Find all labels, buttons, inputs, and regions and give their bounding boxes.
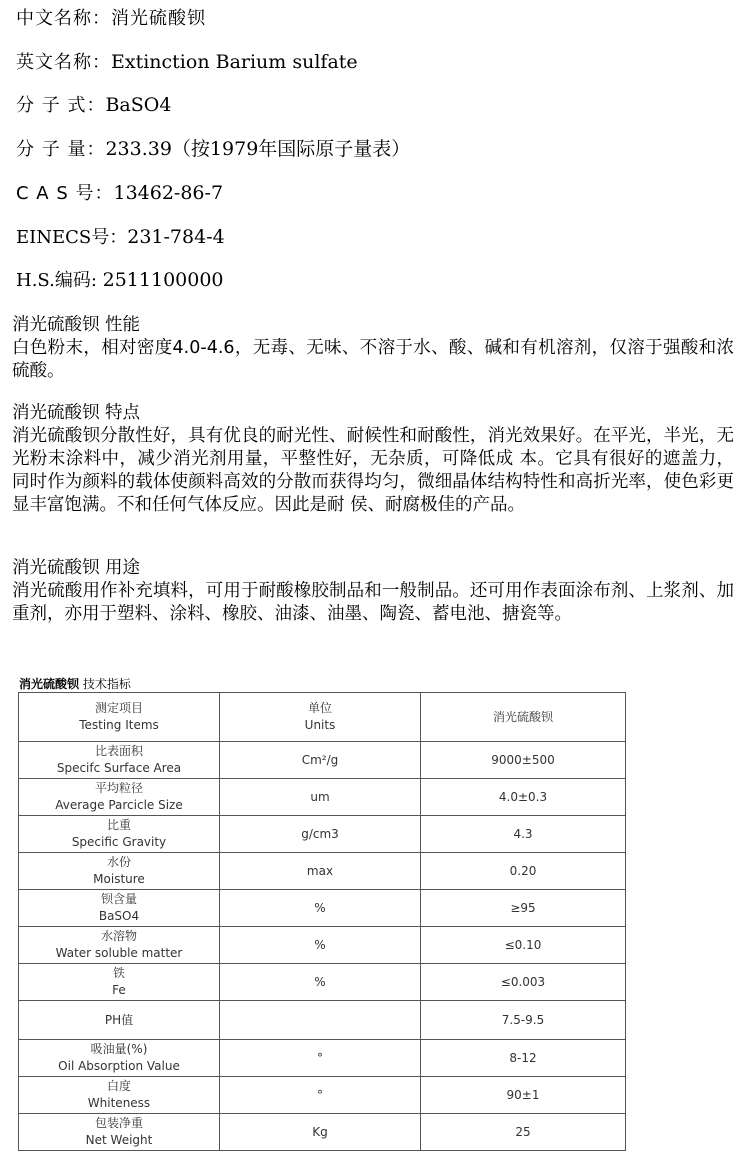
value-cell: 25	[421, 1114, 626, 1151]
item-cell	[19, 1001, 220, 1040]
info-label: EINECS号：	[16, 227, 128, 248]
table-row	[19, 1040, 626, 1077]
section-heading: 消光硫酸钡 特点	[12, 403, 141, 423]
info-hs-code	[16, 268, 224, 293]
value-cell: 0.20	[421, 853, 626, 890]
item-en: Fe	[112, 983, 126, 997]
item-en: Moisture	[93, 872, 145, 886]
table-row	[19, 1114, 626, 1151]
section-body: 消光硫酸用作补充填料，可用于耐酸橡胶制品和一般制品。还可用作表面涂布剂、上浆剂、加重剂，亦用于塑料、涂料、橡胶、油漆、油墨、陶瓷、蓄电池、搪瓷等。	[12, 581, 734, 624]
info-value: Extinction Barium sulfate	[111, 51, 358, 73]
info-label: C A S 号：	[16, 183, 114, 204]
item-cell	[19, 1040, 220, 1077]
value-cell: 90±1	[421, 1077, 626, 1114]
info-value: BaSO4	[105, 94, 172, 116]
section-body: 白色粉末，相对密度4.0-4.6，无毒、无味、不溶于水、酸、碱和有机溶剂，仅溶于强酸和浓硫酸。	[12, 338, 734, 381]
item-cell	[19, 853, 220, 890]
table-row	[19, 927, 626, 964]
header-unit-en: Units	[304, 718, 336, 732]
item-cell	[19, 1114, 220, 1151]
item-zh: 水份	[106, 855, 131, 869]
item-cell	[19, 927, 220, 964]
item-cell	[19, 816, 220, 853]
info-label: 英文名称：	[16, 52, 111, 73]
info-value: 233.39（按1979年国际原子量表）	[105, 138, 411, 160]
info-value: 2511100000	[102, 269, 224, 291]
table-row	[19, 853, 626, 890]
spec-table	[18, 692, 626, 1151]
value-cell: 8-12	[421, 1040, 626, 1077]
unit-cell: %	[220, 890, 421, 927]
info-english-name	[16, 50, 358, 75]
info-value: 231-784-4	[127, 226, 225, 248]
header-unit-cell	[220, 693, 421, 742]
value-cell: 4.0±0.3	[421, 779, 626, 816]
info-label: 分 子 量：	[16, 139, 106, 160]
item-cell	[19, 779, 220, 816]
info-chinese-name	[16, 6, 206, 31]
info-einecs	[16, 225, 225, 250]
item-en: Specific Gravity	[71, 835, 167, 849]
header-item-zh: 测定项目	[94, 701, 143, 715]
header-item-cell	[19, 693, 220, 742]
section-heading: 消光硫酸钡 用途	[12, 558, 141, 578]
item-en: Whiteness	[87, 1096, 151, 1110]
item-zh: 比重	[106, 818, 131, 832]
info-formula	[16, 93, 171, 118]
info-label: H.S.编码:	[16, 270, 103, 291]
header-item-en: Testing Items	[79, 718, 159, 732]
table-row	[19, 742, 626, 779]
table-row	[19, 816, 626, 853]
item-cell	[19, 964, 220, 1001]
item-cell	[19, 890, 220, 927]
item-zh: 钡含量	[100, 892, 137, 906]
section-body: 消光硫酸钡分散性好，具有优良的耐光性、耐候性和耐酸性，消光效果好。在平光，半光，无光粉末涂料中，减少消光剂用量，平整性好，无杂质，可降低成 本。它具有很好的遮盖力，同时作为颜料的载体使颜料高效的分散而获得均匀，微细晶体结构特性和高折光率，使色彩更显丰富饱满。不和任何气体反应。因此是耐 侯、耐腐极佳的产品。	[12, 426, 734, 515]
table-caption	[19, 675, 131, 693]
value-cell: 9000±500	[421, 742, 626, 779]
table-caption-product: 消光硫酸钡	[19, 677, 80, 691]
item-cell	[19, 742, 220, 779]
value-cell: ≤0.003	[421, 964, 626, 1001]
table-row	[19, 964, 626, 1001]
unit-cell: °	[220, 1040, 421, 1077]
value-cell: ≥95	[421, 890, 626, 927]
info-value: 消光硫酸钡	[111, 8, 206, 29]
item-zh: 铁	[112, 966, 125, 980]
item-zh: 比表面积	[94, 744, 143, 758]
item-en: Average Parcicle Size	[55, 798, 183, 812]
info-label: 分 子 式：	[16, 95, 106, 116]
unit-cell: %	[220, 927, 421, 964]
item-en: Net Weight	[85, 1133, 153, 1147]
item-cell	[19, 1077, 220, 1114]
info-cas	[16, 181, 223, 206]
item-en: Oil Absorption Value	[58, 1059, 180, 1073]
section-uses	[12, 557, 734, 626]
table-row	[19, 1077, 626, 1114]
item-zh: 平均粒径	[94, 781, 143, 795]
item-zh: 水溶物	[100, 929, 137, 943]
item-zh: PH值	[104, 1012, 134, 1027]
table-header-row	[19, 693, 626, 742]
value-cell: 7.5-9.5	[421, 1001, 626, 1040]
section-properties	[12, 314, 734, 383]
unit-cell: °	[220, 1077, 421, 1114]
section-heading: 消光硫酸钡 性能	[12, 315, 141, 335]
unit-cell	[220, 1001, 421, 1040]
unit-cell: g/cm3	[220, 816, 421, 853]
unit-cell: %	[220, 964, 421, 1001]
item-zh: 包装净重	[94, 1116, 143, 1130]
table-row	[19, 779, 626, 816]
table-row	[19, 890, 626, 927]
unit-cell: um	[220, 779, 421, 816]
item-en: Specifc Surface Area	[56, 761, 182, 775]
header-unit-zh: 单位	[307, 701, 332, 715]
info-value: 13462-86-7	[113, 182, 224, 204]
item-en: BaSO4	[98, 909, 140, 923]
info-label: 中文名称：	[16, 8, 111, 29]
item-en: Water soluble matter	[55, 946, 183, 960]
item-zh: 白度	[106, 1079, 131, 1093]
info-molecular-weight	[16, 137, 410, 162]
table-caption-text: 技术指标	[79, 677, 131, 691]
value-cell: 4.3	[421, 816, 626, 853]
item-zh: 吸油量(%)	[90, 1042, 148, 1056]
unit-cell: max	[220, 853, 421, 890]
unit-cell: Kg	[220, 1114, 421, 1151]
table-row	[19, 1001, 626, 1040]
unit-cell: Cm²/g	[220, 742, 421, 779]
value-cell: ≤0.10	[421, 927, 626, 964]
section-features	[12, 402, 734, 517]
header-product-cell: 消光硫酸钡	[421, 693, 626, 742]
